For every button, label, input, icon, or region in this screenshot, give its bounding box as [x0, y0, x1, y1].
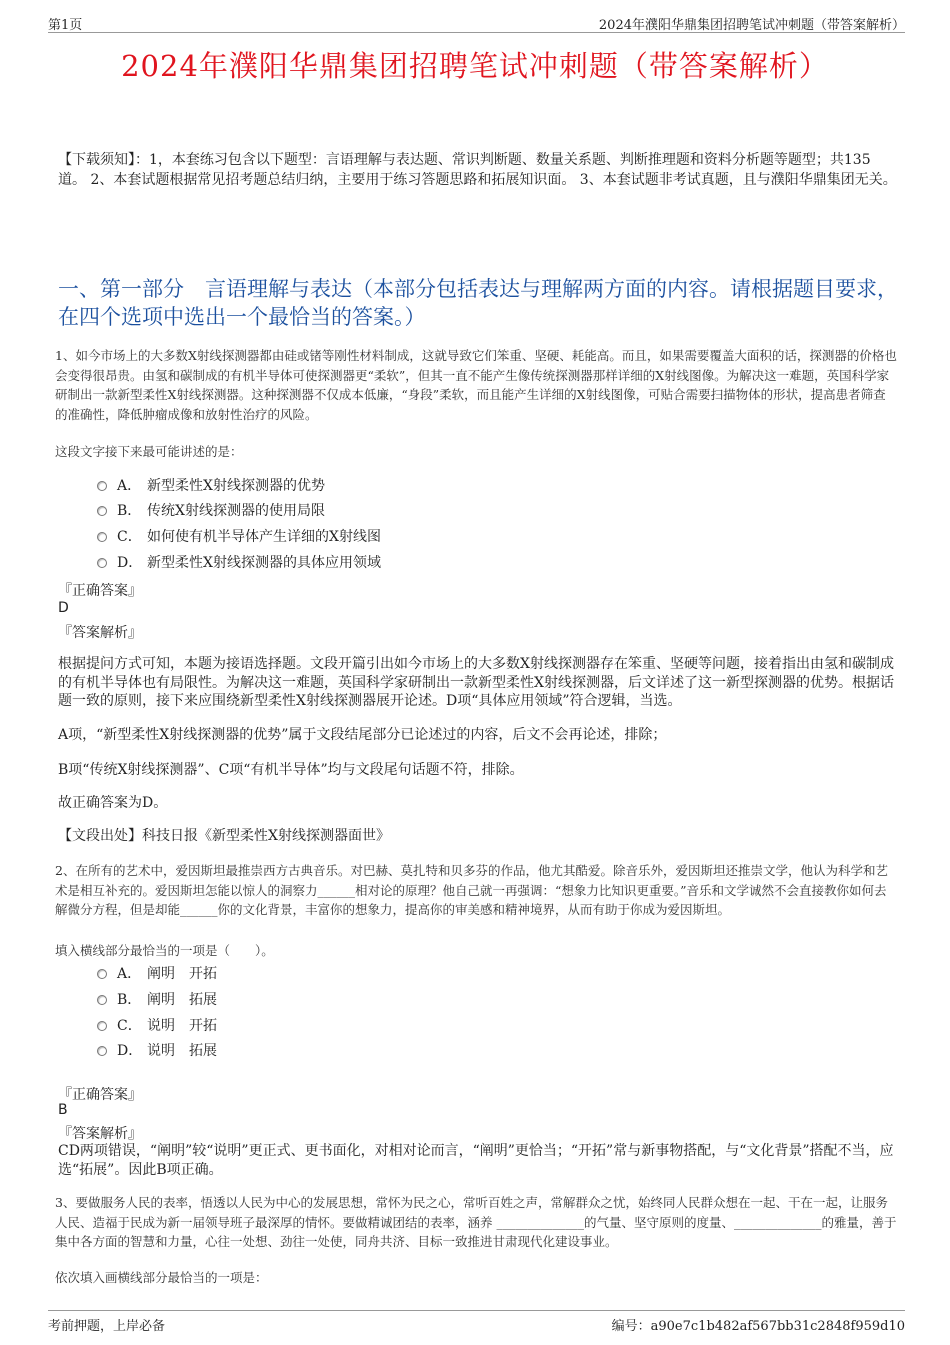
q1-option-a[interactable]	[97, 476, 325, 496]
page-header	[48, 12, 905, 33]
option-text: 新型柔性X射线探测器的具体应用领域	[147, 555, 381, 571]
q2-analysis: CD两项错误，“阐明”较“说明”更正式、更书面化，对相对论而言，“阐明”更恰当；“开拓”常与新事物搭配，与“文化背景”搭配不当，应选“拓展”。因此B项正确。	[58, 1143, 894, 1178]
option-letter: A．	[117, 478, 142, 494]
q1-passage: 1、如今市场上的大多数X射线探测器都由硅或锗等刚性材料制成，这就导致它们笨重、坚硬、耗能高。而且，如果需要覆盖大面积的话，探测器的价格也会变得很昂贵。由氢和碳制成的有机半导体可使探测器更“柔软”，但其一直不能产生像传统探测器那样详细的X射线图像。为解决这一难题，英国科学家研制出一款新型柔性X射线探测器。这种探测器不仅成本低廉，“身段”柔软，而且能产生详细的X射线图像，可贴合需要扫描物体的形状，提高患者筛查的准确性，降低肿瘤成像和放射性治疗的风险。	[55, 348, 897, 422]
radio-icon[interactable]	[97, 1021, 107, 1031]
q1-option-c[interactable]	[97, 527, 381, 547]
q3-passage: 3、要做服务人民的表率，悟透以人民为中心的发展思想，常怀为民之心，常听百姓之声，常解群众之忧，始终同人民群众想在一起、干在一起，让服务人民、造福于民成为新一届领导班子最深厚的情怀。要做精诚团结的表率，涵养 ______________的气量、坚守原则的度量、______________的雅量，善于集中各方面的智慧和力量，心往一处想、劲往一处使，同舟共济、目标一致推进甘肃现代化建设事业。	[55, 1195, 897, 1249]
q1-answer: D	[58, 600, 69, 616]
q1-analysis-para-3: B项“传统X射线探测器”、C项“有机半导体”均与文段尾句话题不符，排除。	[58, 762, 524, 778]
footer-slogan: 考前押题，上岸必备	[48, 1319, 166, 1334]
section-heading: 一、第一部分 言语理解与表达（本部分包括表达与理解两方面的内容。请根据题目要求，在四个选项中选出一个最恰当的答案。）	[58, 277, 898, 329]
q2-option-c[interactable]	[97, 1016, 217, 1036]
option-letter: C．	[117, 529, 142, 545]
q1-analysis-para-1: 根据提问方式可知，本题为接语选择题。文段开篇引出如今市场上的大多数X射线探测器存在笨重、坚硬等问题，接着指出由氢和碳制成的有机半导体也有局限性。为解决这一难题，英国科学家研制出一款新型柔性X射线探测器，后文详述了这一新型探测器的优势。根据话题一致的原则，接下来应围绕新型柔性X射线探测器展开论述。D项“具体应用领域”符合逻辑，当选。	[58, 656, 894, 709]
q1-analysis-para-2: A项，“新型柔性X射线探测器的优势”属于文段结尾部分已论述过的内容，后文不会再论述，排除；	[58, 727, 667, 743]
option-text: 传统X射线探测器的使用局限	[147, 503, 325, 519]
q2-answer: B	[58, 1102, 68, 1118]
option-text: 说明 拓展	[147, 1043, 217, 1059]
option-text: 阐明 拓展	[147, 992, 217, 1008]
q2-passage: 2、在所有的艺术中，爱因斯坦最推崇西方古典音乐。对巴赫、莫扎特和贝多芬的作品，他尤其酷爱。除音乐外，爱因斯坦还推崇文学，他认为科学和艺术是相互补充的。爱因斯坦怎能以惊人的洞察力______相对论的原理？他自己就一再强调：“想象力比知识更重要。”音乐和文学诚然不会直接教你如何去解微分方程，但是却能______你的文化背景，丰富你的想象力，提高你的审美感和精神境界，从而有助于你成为爱因斯坦。	[55, 863, 888, 917]
q2-correct-answer-label: 『正确答案』	[58, 1087, 142, 1103]
radio-icon[interactable]	[97, 532, 107, 542]
radio-icon[interactable]	[97, 558, 107, 568]
radio-icon[interactable]	[97, 995, 107, 1005]
q2-option-d[interactable]	[97, 1041, 217, 1061]
q2-question: 填入横线部分最恰当的一项是（ ）。	[55, 943, 274, 958]
option-text: 新型柔性X射线探测器的优势	[147, 478, 325, 494]
option-letter: C．	[117, 1018, 142, 1034]
option-letter: A．	[117, 966, 142, 982]
option-text: 阐明 开拓	[147, 966, 217, 982]
q3-question: 依次填入画横线部分最恰当的一项是：	[55, 1270, 268, 1285]
q1-question: 这段文字接下来最可能讲述的是：	[55, 444, 243, 459]
option-letter: B．	[117, 992, 142, 1008]
download-notice: 【下载须知】：1，本套练习包含以下题型：言语理解与表达题、常识判断题、数量关系题、判断推理题和资料分析题等题型；共135道。 2、本套试题根据常见招考题总结归纳，主要用于练习答题思路和拓展知识面。 3、本套试题非考试真题，且与濮阳华鼎集团无关。	[58, 152, 897, 188]
radio-icon[interactable]	[97, 969, 107, 979]
q1-option-d[interactable]	[97, 553, 381, 573]
footer-doc-id: 编号：a90e7c1b482af567bb31c2848f959d10	[611, 1319, 905, 1334]
option-letter: D．	[117, 555, 143, 571]
option-letter: B．	[117, 503, 142, 519]
q2-option-b[interactable]	[97, 990, 217, 1010]
radio-icon[interactable]	[97, 481, 107, 491]
q1-analysis-para-4: 故正确答案为D。	[58, 795, 168, 811]
q2-analysis-label: 『答案解析』	[58, 1126, 142, 1142]
header-doc-title: 2024年濮阳华鼎集团招聘笔试冲刺题（带答案解析）	[598, 18, 905, 33]
option-text: 说明 开拓	[147, 1018, 217, 1034]
q1-source: 【文段出处】科技日报《新型柔性X射线探测器面世》	[58, 828, 390, 844]
q1-option-b[interactable]	[97, 501, 325, 521]
radio-icon[interactable]	[97, 506, 107, 516]
page-number: 第1页	[48, 18, 83, 33]
page-footer	[48, 1310, 905, 1333]
option-text: 如何使有机半导体产生详细的X射线图	[147, 529, 381, 545]
document-title: 2024年濮阳华鼎集团招聘笔试冲刺题（带答案解析）	[121, 49, 829, 83]
q1-correct-answer-label: 『正确答案』	[58, 583, 142, 599]
q2-option-a[interactable]	[97, 964, 217, 984]
option-letter: D．	[117, 1043, 143, 1059]
radio-icon[interactable]	[97, 1046, 107, 1056]
q1-analysis-label: 『答案解析』	[58, 625, 142, 641]
